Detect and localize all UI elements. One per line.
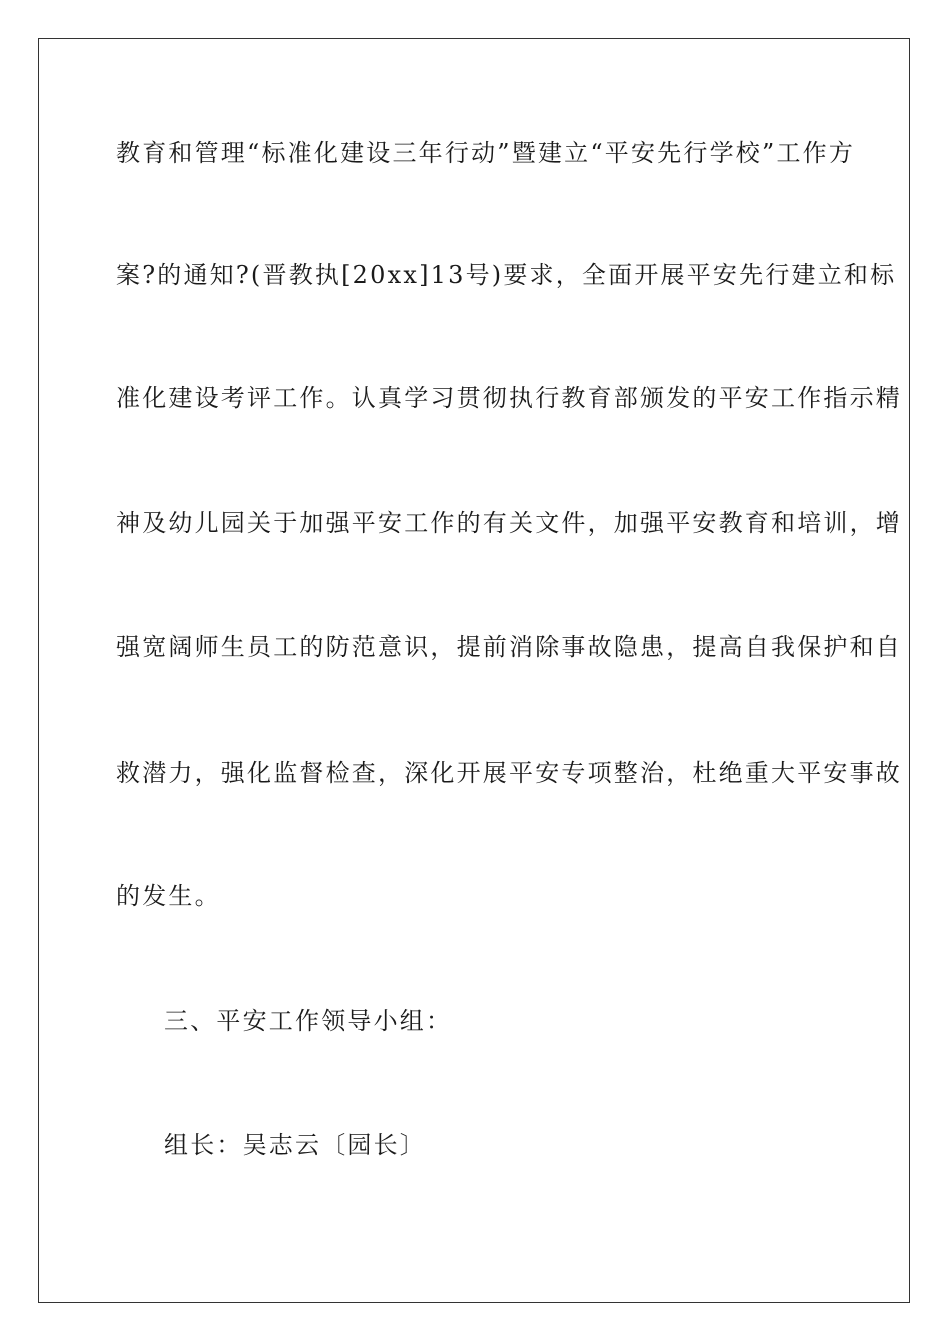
body-text-line-7: 的发生。 — [116, 882, 221, 910]
body-text-line-5: 强宽阔师生员工的防范意识，提前消除事故隐患，提高自我保护和自 — [116, 633, 902, 661]
page-border — [38, 38, 910, 1303]
body-text-line-2: 案?的通知?(晋教执[20xx]13号)要求，全面开展平安先行建立和标 — [116, 261, 897, 289]
group-leader-line: 组长：吴志云〔园长〕 — [164, 1131, 426, 1159]
body-text-line-1: 教育和管理“标准化建设三年行动”暨建立“平安先行学校”工作方 — [116, 139, 856, 167]
section-heading: 三、平安工作领导小组： — [164, 1007, 453, 1035]
body-text-line-4: 神及幼儿园关于加强平安工作的有关文件，加强平安教育和培训，增 — [116, 509, 902, 537]
body-text-line-6: 救潜力，强化监督检查，深化开展平安专项整治，杜绝重大平安事故 — [116, 759, 902, 787]
body-text-line-3: 准化建设考评工作。认真学习贯彻执行教育部颁发的平安工作指示精 — [116, 384, 902, 412]
